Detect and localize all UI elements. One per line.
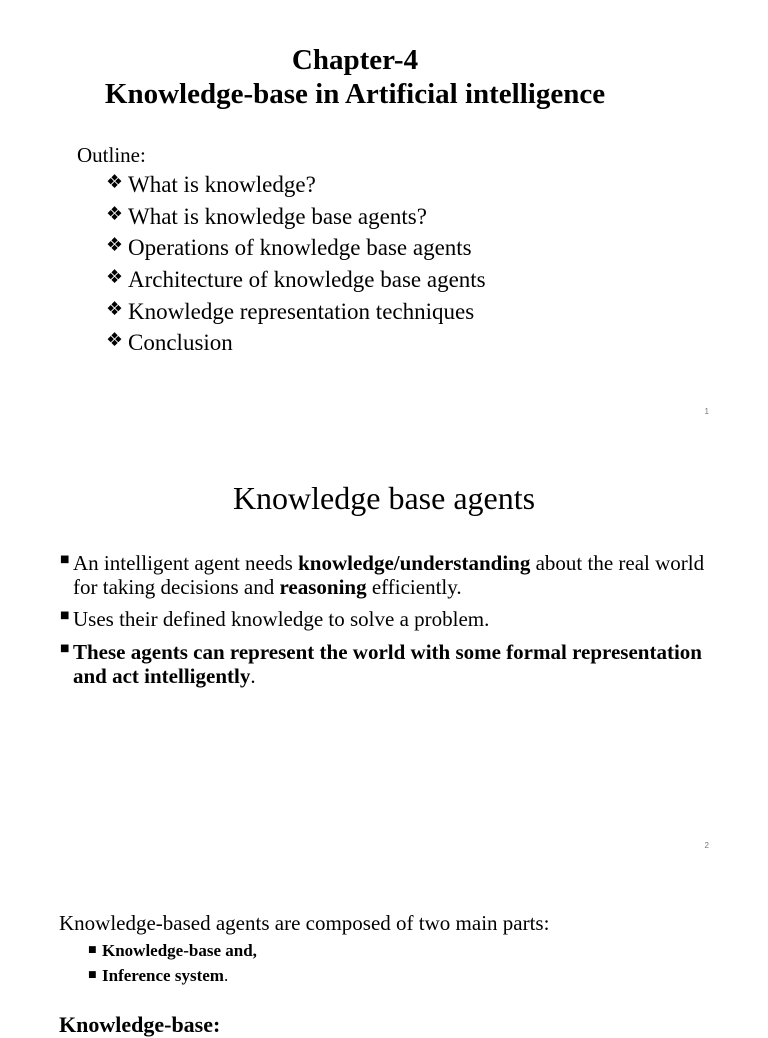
page-number: 1 [704,407,709,416]
text-run: about the real world for taking decisions and [73,551,705,599]
bold-term: reasoning [279,575,367,599]
chapter-title: Knowledge-base in Artificial intelligence [104,78,606,110]
bold-term: Knowledge-base and, [102,941,257,960]
bullet-text: Uses their defined knowledge to solve a problem. [73,607,490,631]
outline-item [106,202,486,234]
diamond-bullet-icon: ❖ [106,297,124,320]
square-bullet-icon: ■ [60,554,70,565]
square-bullet-icon: ■ [60,610,70,621]
square-bullet-icon: ■ [88,970,97,980]
text-run: efficiently. [366,575,462,599]
sub-bullet-item [88,939,257,962]
outline-item [106,297,486,329]
outline-list [106,170,486,360]
outline-item-text: What is knowledge base agents? [128,203,427,229]
diamond-bullet-icon: ❖ [106,171,124,193]
bullet-text [73,551,710,599]
outline-item-text: Knowledge representation techniques [128,298,475,324]
slide-intro: Knowledge-based agents are composed of two main parts: [59,911,550,935]
chapter-heading: Chapter-4 [291,44,419,76]
diamond-bullet-icon: ❖ [106,202,124,225]
outline-label: Outline: [77,143,146,167]
bullet-text [73,640,710,688]
diamond-bullet-icon: ❖ [106,266,124,289]
outline-item-text: Conclusion [128,330,233,356]
outline-item [106,328,486,360]
bullet-item [60,607,710,631]
bold-term: Inference system [102,966,224,985]
bold-term: knowledge/understanding [298,551,531,575]
outline-item [106,233,486,265]
text-run: . [250,664,256,688]
diamond-bullet-icon: ❖ [106,234,124,257]
bullet-item [60,640,710,688]
square-bullet-icon: ■ [88,945,97,955]
text-run: An intelligent agent needs [73,551,299,575]
slide-title: Knowledge base agents [232,480,536,516]
page-number: 2 [704,841,709,850]
bold-term: These agents can represent the world with some formal representation and act intelligently [73,640,702,688]
bullet-item [60,551,710,599]
sub-bullet-item [88,964,228,987]
diamond-bullet-icon: ❖ [106,329,124,352]
text-run: . [223,966,229,985]
section-heading: Knowledge-base: [59,1012,221,1037]
outline-item [106,265,486,297]
square-bullet-icon: ■ [60,643,70,654]
outline-item-text: Operations of knowledge base agents [128,235,472,261]
outline-item-text: Architecture of knowledge base agents [128,267,486,293]
outline-item [106,170,486,202]
outline-item-text: What is knowledge? [128,172,316,197]
